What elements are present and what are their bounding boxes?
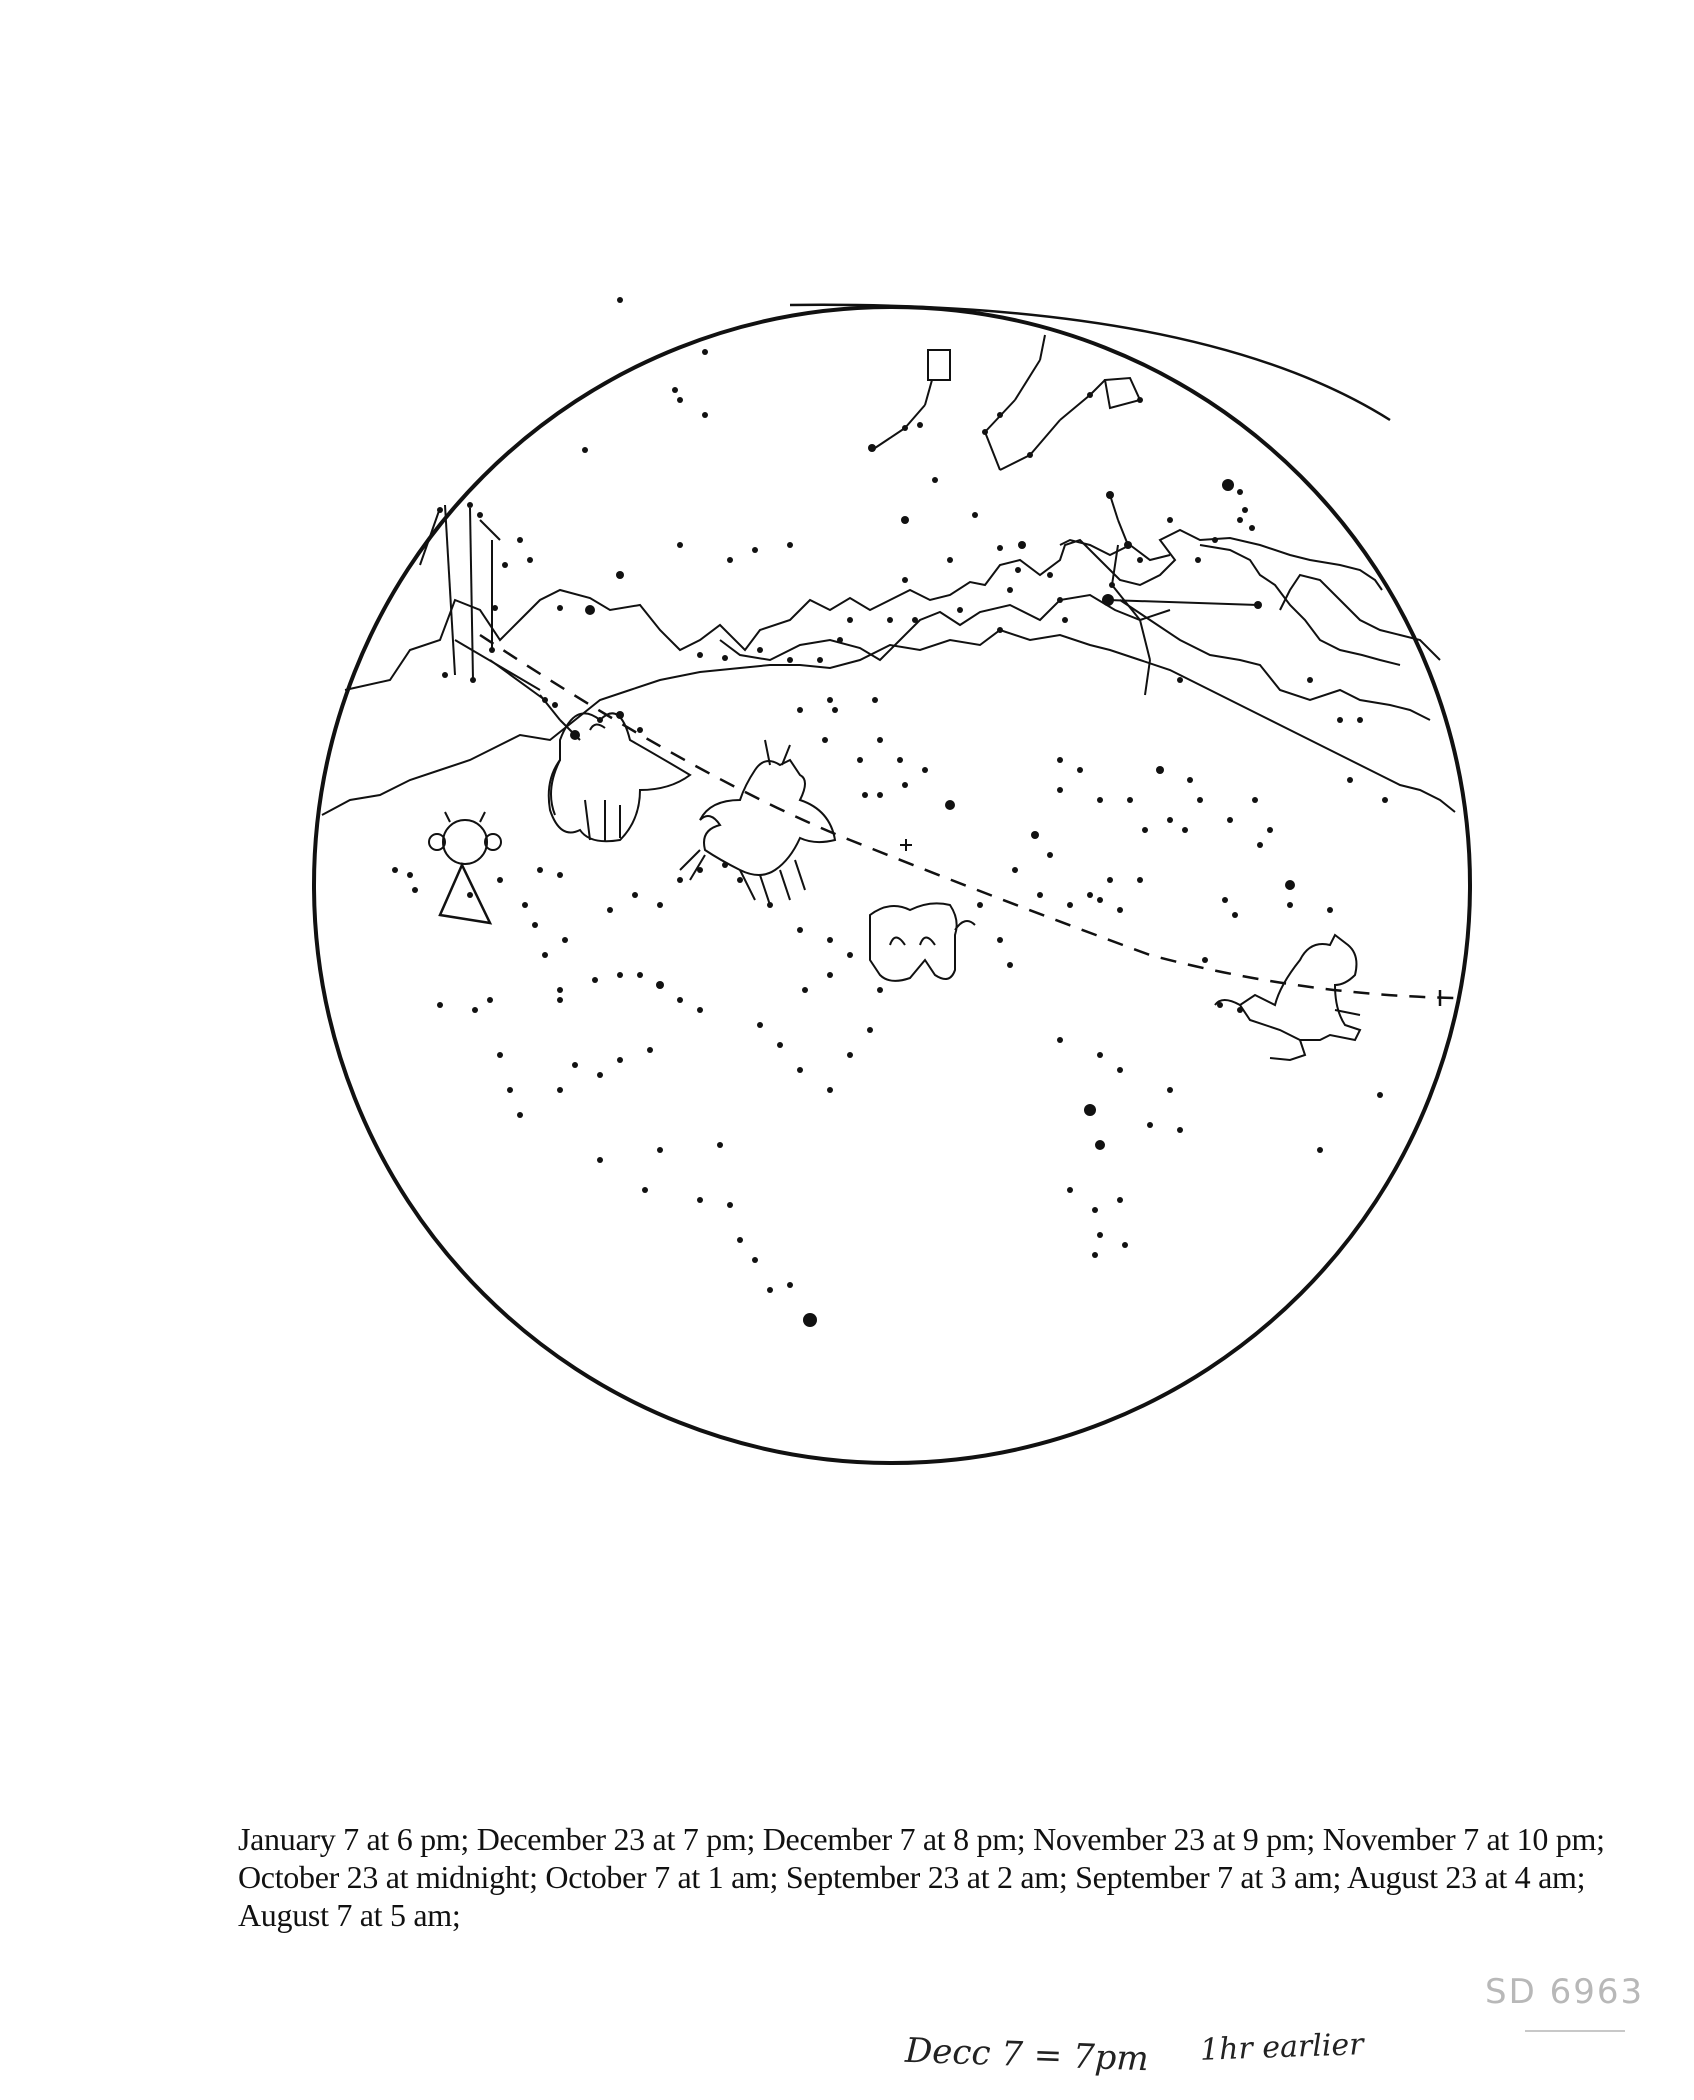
star <box>932 477 938 483</box>
star <box>1237 517 1243 523</box>
star <box>757 1022 763 1028</box>
star <box>1237 489 1243 495</box>
star <box>737 877 743 883</box>
star <box>1092 1252 1098 1258</box>
star <box>1062 617 1068 623</box>
star <box>902 577 908 583</box>
star <box>492 605 498 611</box>
milky-way-upper-3 <box>1060 540 1170 560</box>
star <box>616 711 624 719</box>
star <box>537 867 543 873</box>
star <box>887 617 893 623</box>
star <box>877 737 883 743</box>
catalog-underline <box>1525 2030 1625 2032</box>
star <box>997 545 1003 551</box>
star <box>1317 1147 1323 1153</box>
star <box>1117 1197 1123 1203</box>
star <box>585 605 595 615</box>
star <box>802 987 808 993</box>
star <box>552 702 558 708</box>
star <box>392 867 398 873</box>
star <box>877 792 883 798</box>
star <box>1117 1067 1123 1073</box>
star <box>497 1052 503 1058</box>
catalog-number: SD 6963 <box>1485 1972 1645 2012</box>
star <box>797 927 803 933</box>
star <box>787 1282 793 1288</box>
star <box>617 297 623 303</box>
star <box>1087 392 1093 398</box>
star <box>757 647 763 653</box>
star <box>901 516 909 524</box>
star <box>656 981 664 989</box>
star <box>1015 567 1021 573</box>
star <box>1077 767 1083 773</box>
star <box>1067 902 1073 908</box>
star <box>1027 452 1033 458</box>
star <box>597 1072 603 1078</box>
star <box>632 892 638 898</box>
star <box>1109 582 1115 588</box>
star <box>972 512 978 518</box>
star <box>697 652 703 658</box>
constellation-top <box>875 335 1140 470</box>
star <box>847 617 853 623</box>
star <box>1117 907 1123 913</box>
star <box>637 727 643 733</box>
star <box>1057 787 1063 793</box>
star <box>1232 912 1238 918</box>
star <box>847 1052 853 1058</box>
star <box>1167 1087 1173 1093</box>
star <box>472 1007 478 1013</box>
star <box>872 697 878 703</box>
star <box>507 1087 513 1093</box>
star <box>557 605 563 611</box>
figure-bird-left <box>549 713 690 842</box>
star <box>497 877 503 883</box>
star <box>727 557 733 563</box>
star <box>582 447 588 453</box>
star <box>917 422 923 428</box>
star <box>1137 397 1143 403</box>
star <box>617 972 623 978</box>
star <box>862 792 868 798</box>
star <box>1227 817 1233 823</box>
star <box>827 1087 833 1093</box>
star <box>752 1257 758 1263</box>
star <box>1242 507 1248 513</box>
star <box>1222 479 1234 491</box>
star <box>532 922 538 928</box>
star <box>982 429 988 435</box>
star <box>1087 892 1093 898</box>
star <box>1031 831 1039 839</box>
star <box>902 425 908 431</box>
star <box>868 444 876 452</box>
star <box>1197 797 1203 803</box>
star <box>1047 572 1053 578</box>
star <box>517 1112 523 1118</box>
star <box>1097 897 1103 903</box>
star <box>1037 892 1043 898</box>
star <box>1212 537 1218 543</box>
star <box>442 672 448 678</box>
star <box>1167 817 1173 823</box>
star <box>857 757 863 763</box>
star <box>922 767 928 773</box>
star <box>1307 677 1313 683</box>
star <box>947 557 953 563</box>
star <box>1097 1232 1103 1238</box>
star <box>489 647 495 653</box>
star <box>657 902 663 908</box>
triangle-constellation <box>440 865 490 923</box>
star <box>1142 827 1148 833</box>
figure-bird-center <box>680 740 835 905</box>
star <box>822 737 828 743</box>
star <box>527 557 533 563</box>
star <box>1382 797 1388 803</box>
star <box>752 547 758 553</box>
star <box>977 902 983 908</box>
star <box>827 972 833 978</box>
star <box>697 867 703 873</box>
star <box>647 1047 653 1053</box>
star <box>767 1287 773 1293</box>
star <box>542 697 548 703</box>
star <box>677 877 683 883</box>
handwritten-note: Decc 7 = 7pm <box>904 2030 1150 2080</box>
star <box>657 1147 663 1153</box>
star <box>837 637 843 643</box>
star <box>437 1002 443 1008</box>
star <box>1124 541 1132 549</box>
star <box>470 677 476 683</box>
horizon-edge-top <box>790 305 1390 420</box>
star <box>570 730 580 740</box>
star <box>897 757 903 763</box>
star <box>797 1067 803 1073</box>
star <box>1182 827 1188 833</box>
star <box>557 987 563 993</box>
star <box>477 512 483 518</box>
star <box>1327 907 1333 913</box>
star <box>1252 797 1258 803</box>
star <box>1156 766 1164 774</box>
star <box>1122 1242 1128 1248</box>
star <box>722 862 728 868</box>
star <box>467 892 473 898</box>
star <box>592 977 598 983</box>
star <box>1057 1037 1063 1043</box>
star <box>1097 797 1103 803</box>
star <box>557 1087 563 1093</box>
star <box>1095 1140 1105 1150</box>
star <box>717 1142 723 1148</box>
star <box>1067 1187 1073 1193</box>
star <box>607 907 613 913</box>
star <box>945 800 955 810</box>
star <box>787 657 793 663</box>
milky-way-upper-2 <box>720 595 1170 660</box>
constellation-right <box>1108 495 1258 695</box>
figure-bug <box>429 812 501 864</box>
star <box>1257 842 1263 848</box>
star <box>1167 517 1173 523</box>
star <box>642 1187 648 1193</box>
star <box>1202 957 1208 963</box>
star <box>832 707 838 713</box>
star <box>847 952 853 958</box>
star <box>1097 1052 1103 1058</box>
star <box>737 1237 743 1243</box>
figure-dog <box>1215 935 1360 1060</box>
star <box>1137 877 1143 883</box>
star <box>487 997 493 1003</box>
milky-way-lower <box>322 630 1455 815</box>
star <box>1057 597 1063 603</box>
star <box>1007 962 1013 968</box>
star <box>1047 852 1053 858</box>
star <box>1357 717 1363 723</box>
star <box>467 502 473 508</box>
ecliptic <box>480 635 1455 998</box>
star <box>1177 677 1183 683</box>
star <box>677 997 683 1003</box>
star <box>1267 827 1273 833</box>
dates-caption: January 7 at 6 pm; December 23 at 7 pm; December 7 at 8 pm; November 23 at 9 pm; November 7 at 10 pm; October 23 at midnight; October 7 at 1 am; September 23 at 2 am; September 7 at 3 am; August 23 at 4 am; August 7 at 5 am; <box>238 1821 1605 1933</box>
star <box>1177 1127 1183 1133</box>
star <box>997 412 1003 418</box>
star <box>787 542 793 548</box>
star <box>1195 557 1201 563</box>
star <box>777 1042 783 1048</box>
star <box>557 997 563 1003</box>
star <box>912 617 918 623</box>
star <box>677 542 683 548</box>
star <box>997 937 1003 943</box>
horizon-circle <box>314 307 1470 1463</box>
star <box>867 1027 873 1033</box>
star <box>702 412 708 418</box>
stars <box>392 297 1388 1327</box>
star <box>1337 717 1343 723</box>
star <box>617 1057 623 1063</box>
star <box>697 1007 703 1013</box>
star <box>1137 557 1143 563</box>
star <box>827 937 833 943</box>
star <box>827 697 833 703</box>
star <box>1092 1207 1098 1213</box>
star <box>722 655 728 661</box>
star <box>902 782 908 788</box>
star <box>677 397 683 403</box>
star <box>672 387 678 393</box>
handwritten-note-earlier: 1hr earlier <box>1199 2027 1365 2068</box>
star <box>1249 525 1255 531</box>
figure-creature <box>870 903 975 981</box>
star <box>616 571 624 579</box>
star <box>1057 757 1063 763</box>
star <box>1127 797 1133 803</box>
star <box>1106 491 1114 499</box>
star <box>572 1062 578 1068</box>
star <box>1237 1007 1243 1013</box>
star <box>1107 877 1113 883</box>
star <box>803 1313 817 1327</box>
star <box>407 872 413 878</box>
star <box>1222 897 1228 903</box>
milky-way-right-3 <box>1280 575 1440 660</box>
star <box>727 1202 733 1208</box>
star <box>637 972 643 978</box>
star <box>1187 777 1193 783</box>
star <box>1018 541 1026 549</box>
star <box>957 607 963 613</box>
star <box>697 1197 703 1203</box>
star <box>522 902 528 908</box>
star <box>702 349 708 355</box>
star <box>517 537 523 543</box>
star <box>1007 587 1013 593</box>
star <box>797 707 803 713</box>
star <box>502 562 508 568</box>
star <box>1287 902 1293 908</box>
star <box>1347 777 1353 783</box>
star <box>997 627 1003 633</box>
star <box>542 952 548 958</box>
star <box>412 887 418 893</box>
star <box>1254 601 1262 609</box>
star <box>597 1157 603 1163</box>
star <box>437 507 443 513</box>
star <box>562 937 568 943</box>
star <box>1285 880 1295 890</box>
star <box>1147 1122 1153 1128</box>
star <box>1012 867 1018 873</box>
star <box>1084 1104 1096 1116</box>
star <box>1217 1002 1223 1008</box>
star <box>817 657 823 663</box>
star <box>1102 594 1114 606</box>
star <box>597 717 603 723</box>
star <box>557 872 563 878</box>
star <box>877 987 883 993</box>
star <box>1377 1092 1383 1098</box>
star <box>767 902 773 908</box>
